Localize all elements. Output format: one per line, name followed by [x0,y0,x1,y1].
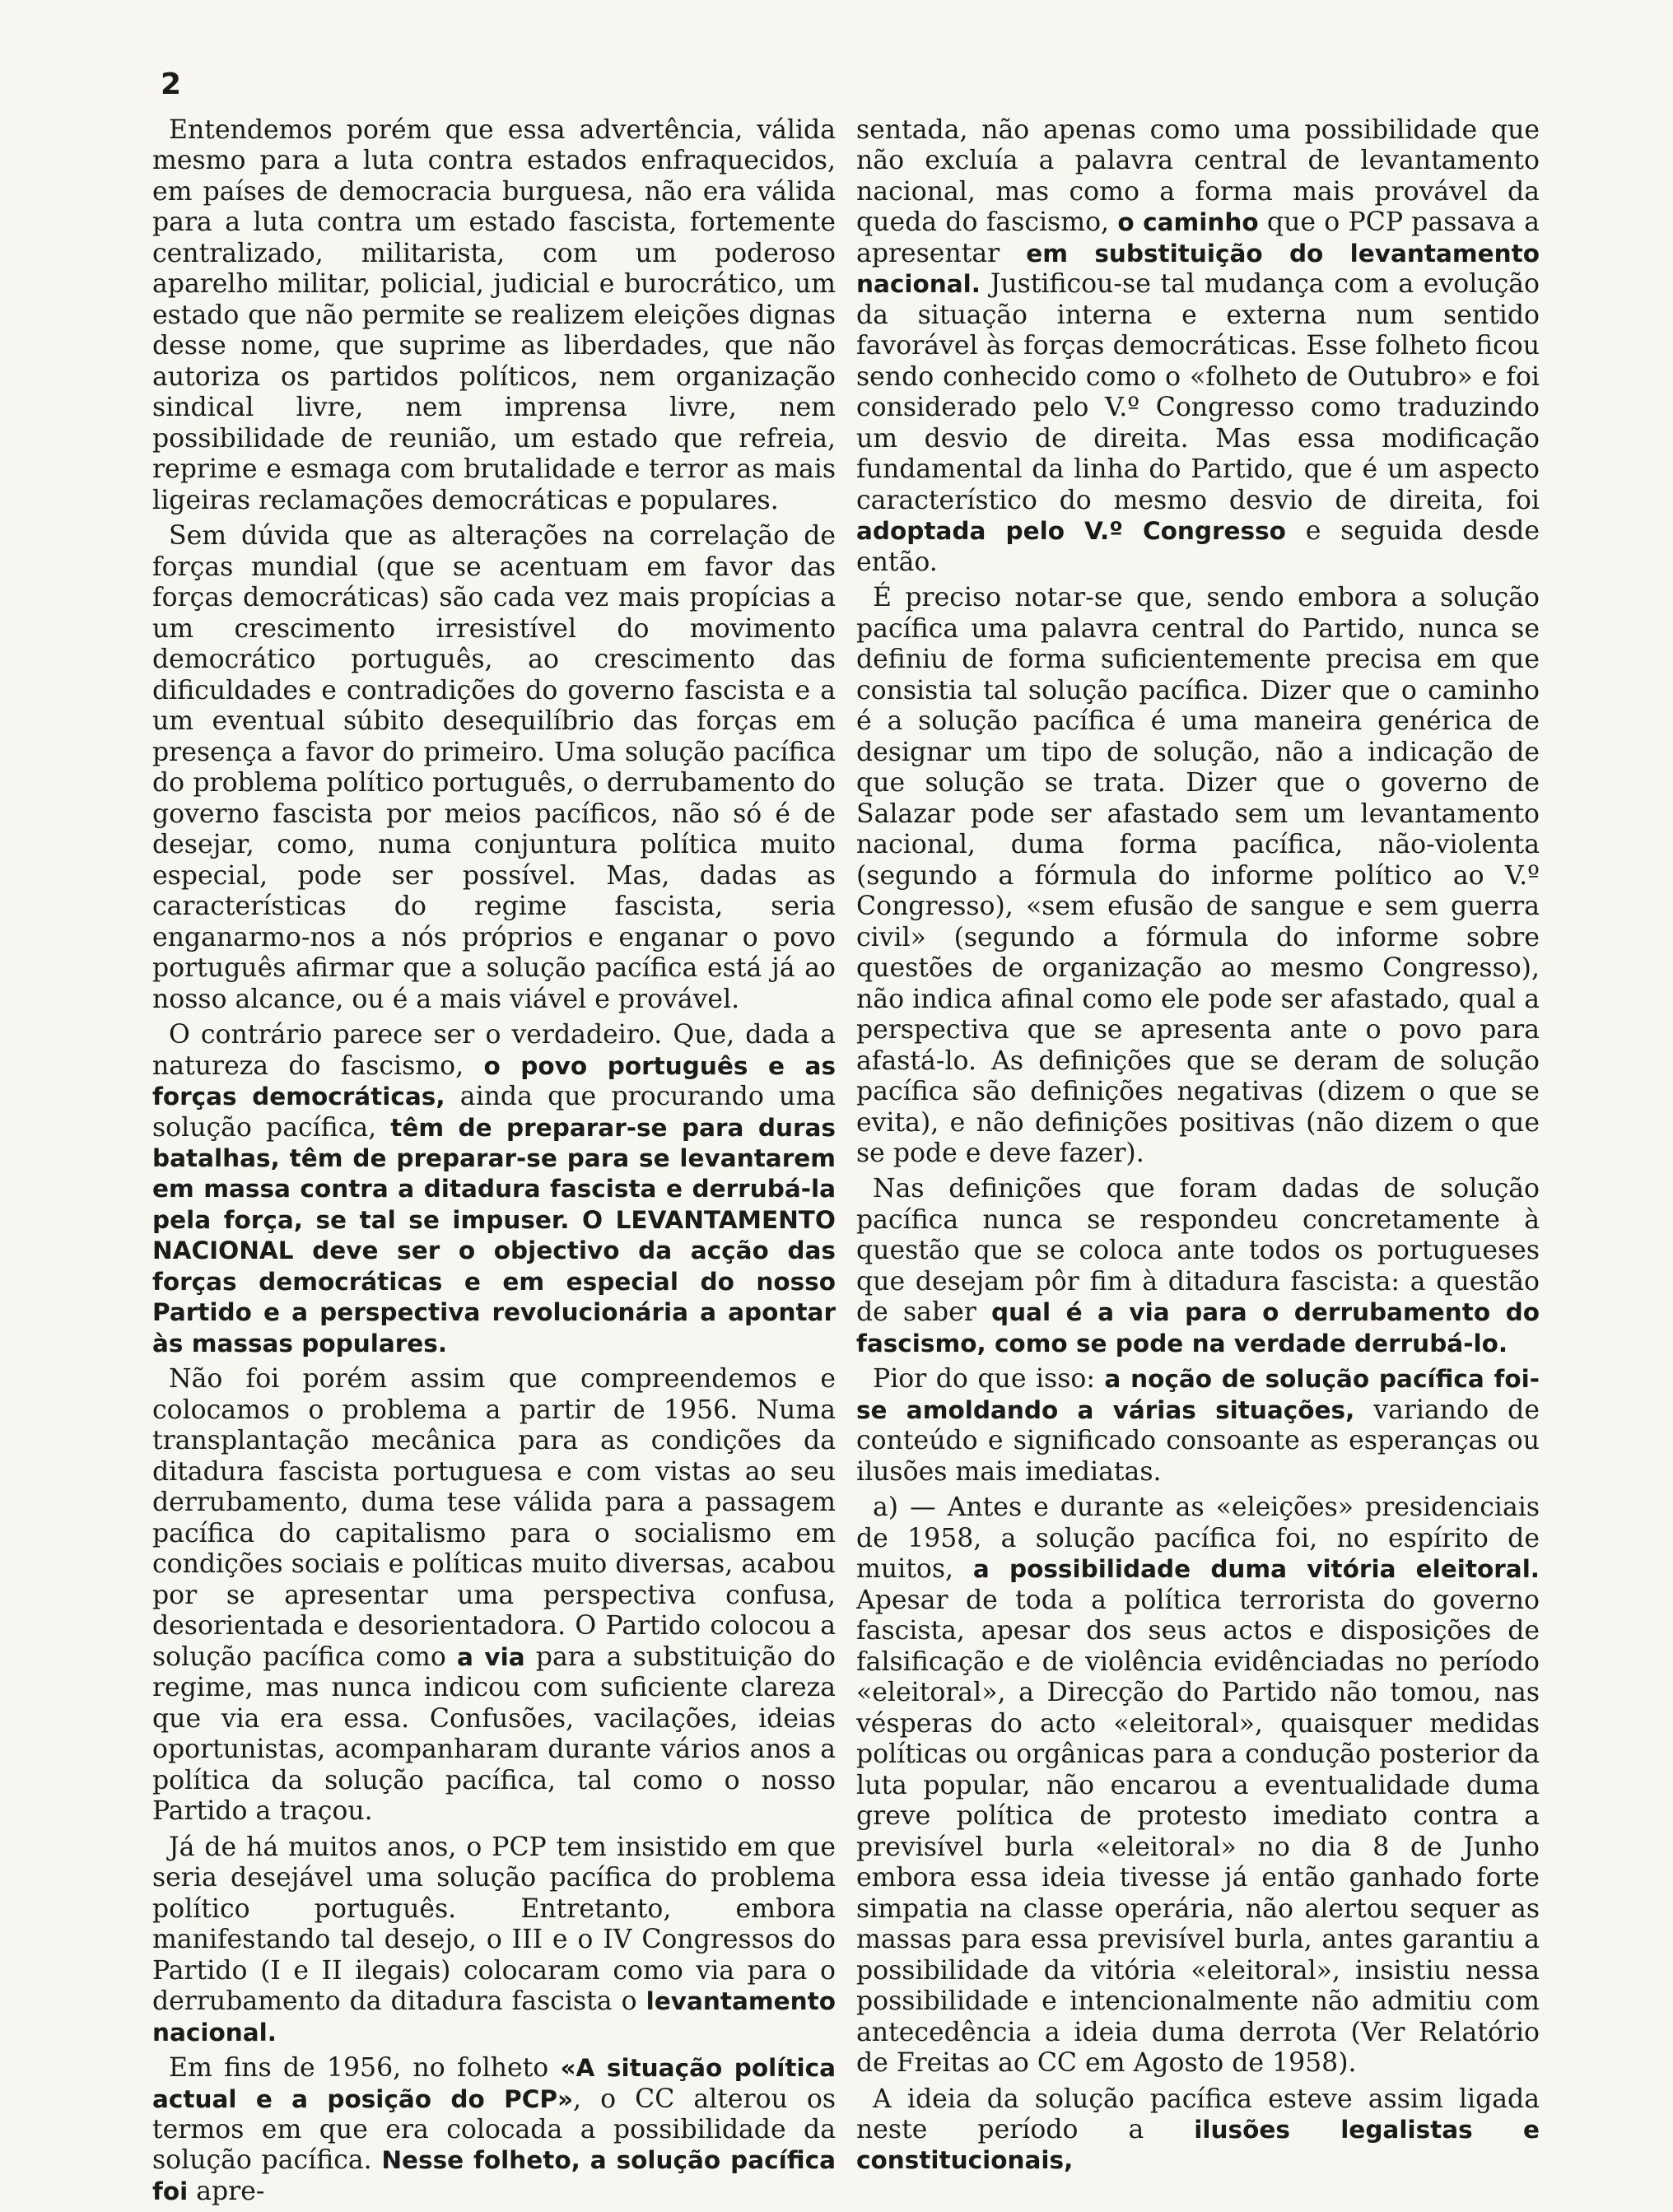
paragraph [152,2053,836,2207]
bold-text-run: a noção de solução pacífica foi-se amoldando a várias situações, [856,1365,1540,1424]
bold-text-run: o povo português e as forças democráticas, [152,1051,836,1111]
text-run: O contrário parece ser o verdadeiro. Que, dada a natureza do fascismo, [152,1020,836,1081]
text-run: Não foi porém assim que compreendemos e colocamos o problema a partir de 1956. Numa transplantação mecânica para as condições da ditadura fascista portuguesa e com vistas ao seu derrubamento, duma tese válida para a passagem pacífica do capitalismo para o socialismo em condições sociais e políticas muito diversas, acabou por se apresentar uma perspectiva confusa, desorientada e desorientadora. O Partido colocou a solução pacífica como [152,1364,836,1672]
left-column [152,115,836,2212]
paragraph [856,583,1540,1169]
bold-text-run: levantamento nacional. [152,1987,836,2047]
text-run: ainda que procurando uma solução pacífica, [152,1082,836,1143]
text-run: e seguida desde então. [856,516,1540,577]
text-run: Justificou-se tal mudança com a evolução da situação interna e externa num sentido favorável às forças democráticas. Esse folheto ficou sendo conhecido como o «folheto de Outubro» e foi considerado pelo V.º Congresso como traduzindo um desvio de direita. Mas essa modificação fundamental da linha do Partido, que é um aspecto característico do mesmo desvio de direita, foi [856,269,1540,515]
text-run: Em fins de 1956, no folheto [169,2053,561,2084]
paragraph [152,1364,836,1827]
bold-text-run: têm de preparar-se para duras batalhas, têm de preparar-se para se levantarem em massa contra a ditadura fascista e derrubá-la pela força, se tal se impuser. O LEVANTAMENTO NACIONAL deve ser o objectivo da acção das forças democráticas e em especial do nosso Partido e a perspectiva revolucionária a apontar às massas populares. [152,1113,836,1357]
bold-text-run: o caminho [1117,208,1259,237]
bold-text-run: qual é a via para o derrubamento do fascismo, como se pode na verdade derrubá-lo. [856,1298,1540,1357]
text-run: Já de há muitos anos, o PCP tem insistido em que seria desejável uma solução pacífica do problema político português. Entretanto, embora manifestando tal desejo, o III e o IV Congressos do Partido (I e II ilegais) colocaram como via para o derrubamento da ditadura fascista o [152,1832,836,2017]
paragraph [856,1493,1540,2079]
bold-text-run: adoptada pelo V.º Congresso [856,517,1286,546]
text-run: Pior do que isso: [873,1364,1105,1395]
bold-text-run: em substituição do levantamento nacional. [856,239,1540,299]
text-run: que o PCP passava a apresentar [856,207,1540,268]
text-run: Sem dúvida que as alterações na correlação de forças mundial (que se acentuam em favor das forças democráticas) são cada vez mais propícias a um crescimento irresistível do movimento democrático português, ao crescimento das dificuldades e contradições do governo fascista e a um eventual súbito desequilíbrio das forças em presença a favor do primeiro. Uma solução pacífica do problema político português, o derrubamento do governo fascista por meios pacíficos, não só é de desejar, como, numa conjuntura política muito especial, pode ser possível. Mas, dadas as características do regime fascista, seria enganarmo-nos a nós próprios e enganar o povo português afirmar que a solução pacífica está já ao nosso alcance, ou é a mais viável e provável. [152,521,836,1014]
paragraph [856,2084,1540,2177]
text-run: para a substituição do regime, mas nunca indicou com suficiente clareza que via era essa. Confusões, vacilações, ideias oportunistas, acompanharam durante vários anos a política da solução pacífica, tal como o nosso Partido a traçou. [152,1642,836,1827]
text-run: Apesar de toda a política terrorista do governo fascista, apesar dos seus actos e disposições de falsificação e de violência evidênciadas no período «eleitoral», a Direcção do Partido não tomou, nas vésperas do acto «eleitoral», quaisquer medidas políticas ou orgânicas para a condução posterior da luta popular, não encarou a eventualidade duma greve política de protesto imediato contra a previsível burla «eleitoral» no dia 8 de Junho embora essa ideia tivesse já então ganhado forte simpatia na classe operária, não alertou sequer as massas para essa previsível burla, antes garantiu a possibilidade da vitória «eleitoral», insistiu nessa possibilidade e intencionalmente não admitiu com antecedência a ideia duma derrota (Ver Relatório de Freitas ao CC em Agosto de 1958). [856,1585,1540,2079]
paragraph [856,1364,1540,1488]
paragraph [152,1020,836,1359]
bold-text-run: ilusões legalistas e constitucionais, [856,2116,1540,2175]
bold-text-run: a possibilidade duma vitória eleitoral. [972,1555,1540,1584]
text-run: Nas definições que foram dadas de solução pacífica nunca se respondeu concretamente à questão que se coloca ante todos os portugueses que desejam pôr fim à ditadura fascista: a questão de saber [856,1174,1540,1328]
text-run: Entendemos porém que essa advertência, válida mesmo para a luta contra estados enfraquecidos, em países de democracia burguesa, não era válida para a luta contra um estado fascista, fortemente centralizado, militarista, com um poderoso aparelho militar, policial, judicial e burocrático, um estado que não permite se realizem eleições dignas desse nome, que suprime as liberdades, que não autoriza os partidos políticos, nem organização sindical livre, nem imprensa livre, nem possibilidade de reunião, um estado que refreia, reprime e esmaga com brutalidade e terror as mais ligeiras reclamações democráticas e populares. [152,115,836,515]
paragraph [152,115,836,516]
text-run: apre- [188,2176,265,2206]
bold-text-run: «A situação política actual e a posição do PCP» [152,2054,836,2113]
paragraph [856,115,1540,578]
right-column [856,115,1540,2182]
bold-text-run: Nesse folheto, a solução pacífica foi [152,2146,836,2205]
text-run: É preciso notar-se que, sendo embora a solução pacífica uma palavra central do Partido, nunca se definiu de forma suficientemente precisa em que consistia tal solução pacífica. Dizer que o caminho é a solução pacífica é uma maneira genérica de designar um tipo de solução, não a indicação de que solução se trata. Dizer que o governo de Salazar pode ser afastado sem um levantamento nacional, duma forma pacífica, não-violenta (segundo a fórmula do informe político ao V.º Congresso), «sem efusão de sangue e sem guerra civil» (segundo a fórmula do informe sobre questões de organização ao mesmo Congresso), não indica afinal como ele pode ser afastado, qual a perspectiva que se apresenta ante o povo para afastá-lo. As definições que se deram de solução pacífica são definições negativas (dizem o que se evita), e não definições positivas (não dizem o que se pode e deve fazer). [856,583,1540,1168]
text-run: sentada, não apenas como uma possibilidade que não excluía a palavra central de levantamento nacional, mas como a forma mais provável da queda do fascismo, [856,115,1540,238]
text-run: a) — Antes e durante as «eleições» presidenciais de 1958, a solução pacífica foi, no espírito de muitos, [856,1493,1540,1585]
bold-text-run: a via [457,1642,525,1671]
paragraph [152,521,836,1015]
text-run: , o CC alterou os termos em que era colocada a possibilidade da solução pacífica. [152,2084,836,2176]
paragraph [856,1174,1540,1359]
text-run: variando de conteúdo e significado consoante as esperanças ou ilusões mais imediatas. [856,1395,1540,1487]
paragraph [152,1832,836,2048]
text-run: A ideia da solução pacífica esteve assim ligada neste período a [856,2084,1540,2144]
page-number: 2 [161,68,182,101]
